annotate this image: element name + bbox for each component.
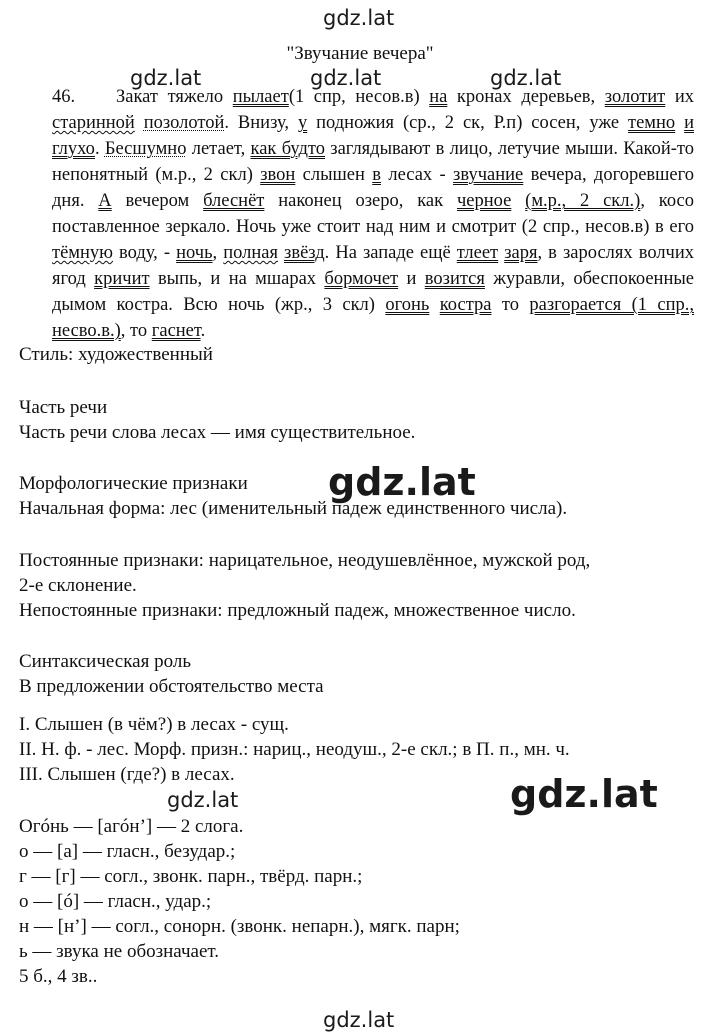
- analysis-line-2: II. Н. ф. - лес. Морф. призн.: нариц., неодуш., 2-е скл.; в П. п., мн. ч.: [19, 739, 570, 760]
- text-run: летает,: [186, 139, 251, 159]
- watermark: gdz.lat: [130, 66, 202, 90]
- syntax-heading: Синтаксическая роль: [19, 651, 191, 672]
- text-run: .: [94, 139, 105, 159]
- text-run: (1 спр, несов.в): [288, 87, 430, 107]
- underlined-word: бормочет: [324, 269, 399, 289]
- phonetic-line-1: Огóнь — [агóн’] — 2 слога.: [19, 816, 244, 837]
- watermark: gdz.lat: [510, 772, 658, 816]
- underlined-word: звёзд: [284, 243, 325, 263]
- text-run: слышен: [295, 165, 373, 185]
- syntax-text: В предложении обстоятельство места: [19, 676, 324, 697]
- part-of-speech-text: Часть речи слова лесах — имя существительное.: [19, 422, 416, 443]
- phonetic-line-3: г — [г] — согл., звонк. парн., твёрд. парн.;: [19, 866, 363, 887]
- text-run: журавли, обеспокоенные дымом костра. Всю ночь (жр., 3 скл): [52, 269, 694, 315]
- constant-features-line: Постоянные признаки: нарицательное, неодушевлённое, мужской род,: [19, 550, 591, 571]
- text-run: и: [398, 269, 425, 289]
- text-run: наконец озеро, как: [264, 191, 457, 211]
- text-run: заглядывают в лицо, летучие мыши. Какой-то непонятный (м.р., 2 скл): [52, 139, 695, 185]
- underlined-word: заря: [504, 243, 538, 263]
- analysis-line-3: III. Слышен (где?) в лесах.: [19, 764, 235, 785]
- text-run: , в зарослях волчих ягод: [52, 243, 695, 289]
- exercise-number: 46.: [52, 87, 76, 107]
- morph-heading: Морфологические признаки: [19, 473, 248, 494]
- underlined-word: разгорается (1 спр., несво.в.): [52, 295, 695, 341]
- underlined-word: звон: [260, 165, 296, 185]
- text-run: лесах -: [381, 165, 454, 185]
- phonetic-line-2: о — [а] — гласн., безудар.;: [19, 841, 236, 862]
- underlined-word: в: [372, 165, 381, 185]
- underlined-word: пылает: [232, 87, 289, 107]
- text-run: то: [491, 295, 530, 315]
- text-run: [675, 113, 684, 133]
- text-run: воду, -: [112, 243, 177, 263]
- watermark: gdz.lat: [490, 66, 562, 90]
- phonetic-line-4: о — [ó] — гласн., удар.;: [19, 891, 212, 912]
- text-run: их: [665, 87, 694, 107]
- underlined-word: А: [98, 191, 112, 211]
- underlined-word: возится: [424, 269, 485, 289]
- text-run: [429, 295, 439, 315]
- text-run: [135, 113, 144, 133]
- underlined-word: позолотой: [143, 113, 225, 133]
- text-run: [511, 191, 525, 211]
- underlined-word: звучание: [453, 165, 524, 185]
- underlined-word: тёмную: [52, 243, 113, 263]
- underlined-word: кричит: [94, 269, 150, 289]
- text-run: ,: [212, 243, 224, 263]
- part-of-speech-heading: Часть речи: [19, 397, 108, 418]
- underlined-word: у: [297, 113, 308, 133]
- underlined-word: старинной: [52, 113, 135, 133]
- underlined-word: полная: [223, 243, 278, 263]
- underlined-word: на: [429, 87, 448, 107]
- variable-features-line: Непостоянные признаки: предложный падеж, множественное число.: [19, 600, 576, 621]
- constant-features-line-2: 2-е склонение.: [19, 575, 137, 596]
- phonetic-line-7: 5 б., 4 зв..: [19, 966, 98, 987]
- watermark: gdz.lat: [323, 6, 395, 30]
- text-run: выпь, и на мшарах: [149, 269, 325, 289]
- text-run: . Внизу,: [224, 113, 298, 133]
- watermark: gdz.lat: [323, 1008, 395, 1032]
- underlined-word: темно: [628, 113, 676, 133]
- phonetic-line-6: ь — звука не обозначает.: [19, 941, 220, 962]
- underlined-word: Бесшумно: [104, 139, 187, 159]
- text-run: Закат тяжело: [116, 87, 233, 107]
- underlined-word: ночь: [176, 243, 213, 263]
- underlined-word: глухо: [52, 139, 95, 159]
- watermark: gdz.lat: [328, 460, 476, 504]
- text-run: .: [200, 321, 206, 341]
- underlined-word: и: [684, 113, 695, 133]
- underlined-word: блеснёт: [203, 191, 265, 211]
- text-run: подножия (ср., 2 ск, Р.п) сосен, уже: [307, 113, 629, 133]
- style-line: Стиль: художественный: [19, 344, 213, 365]
- underlined-word: огонь: [385, 295, 430, 315]
- exercise-paragraph: [52, 84, 694, 344]
- underlined-word: черное: [456, 191, 512, 211]
- paragraph-body: [52, 87, 694, 341]
- analysis-line-1: I. Слышен (в чём?) в лесах - сущ.: [19, 714, 289, 735]
- underlined-word: золотит: [604, 87, 666, 107]
- underlined-word: тлеет: [456, 243, 499, 263]
- text-run: вечером: [111, 191, 204, 211]
- text-run: кронах деревьев,: [447, 87, 605, 107]
- text-title: "Звучание вечера": [286, 43, 434, 64]
- underlined-word: как будто: [250, 139, 325, 159]
- phonetic-line-5: н — [н’] — согл., сонорн. (звонк. непарн.), мягк. парн;: [19, 916, 460, 937]
- underlined-word: гаснет: [151, 321, 201, 341]
- text-run: . На западе ещё: [324, 243, 457, 263]
- underlined-word: (м.р., 2 скл.): [525, 191, 641, 211]
- watermark: gdz.lat: [167, 788, 239, 812]
- text-run: вечера, догоревшего дня.: [52, 165, 694, 211]
- watermark: gdz.lat: [310, 66, 382, 90]
- initial-form-line: Начальная форма: лес (именительный падеж единственного числа).: [19, 498, 568, 519]
- text-run: , то: [120, 321, 152, 341]
- text-run: , косо поставленное зеркало. Ночь уже стоит над ним и смотрит (2 спр., несов.в) в его: [52, 191, 694, 237]
- underlined-word: костра: [439, 295, 492, 315]
